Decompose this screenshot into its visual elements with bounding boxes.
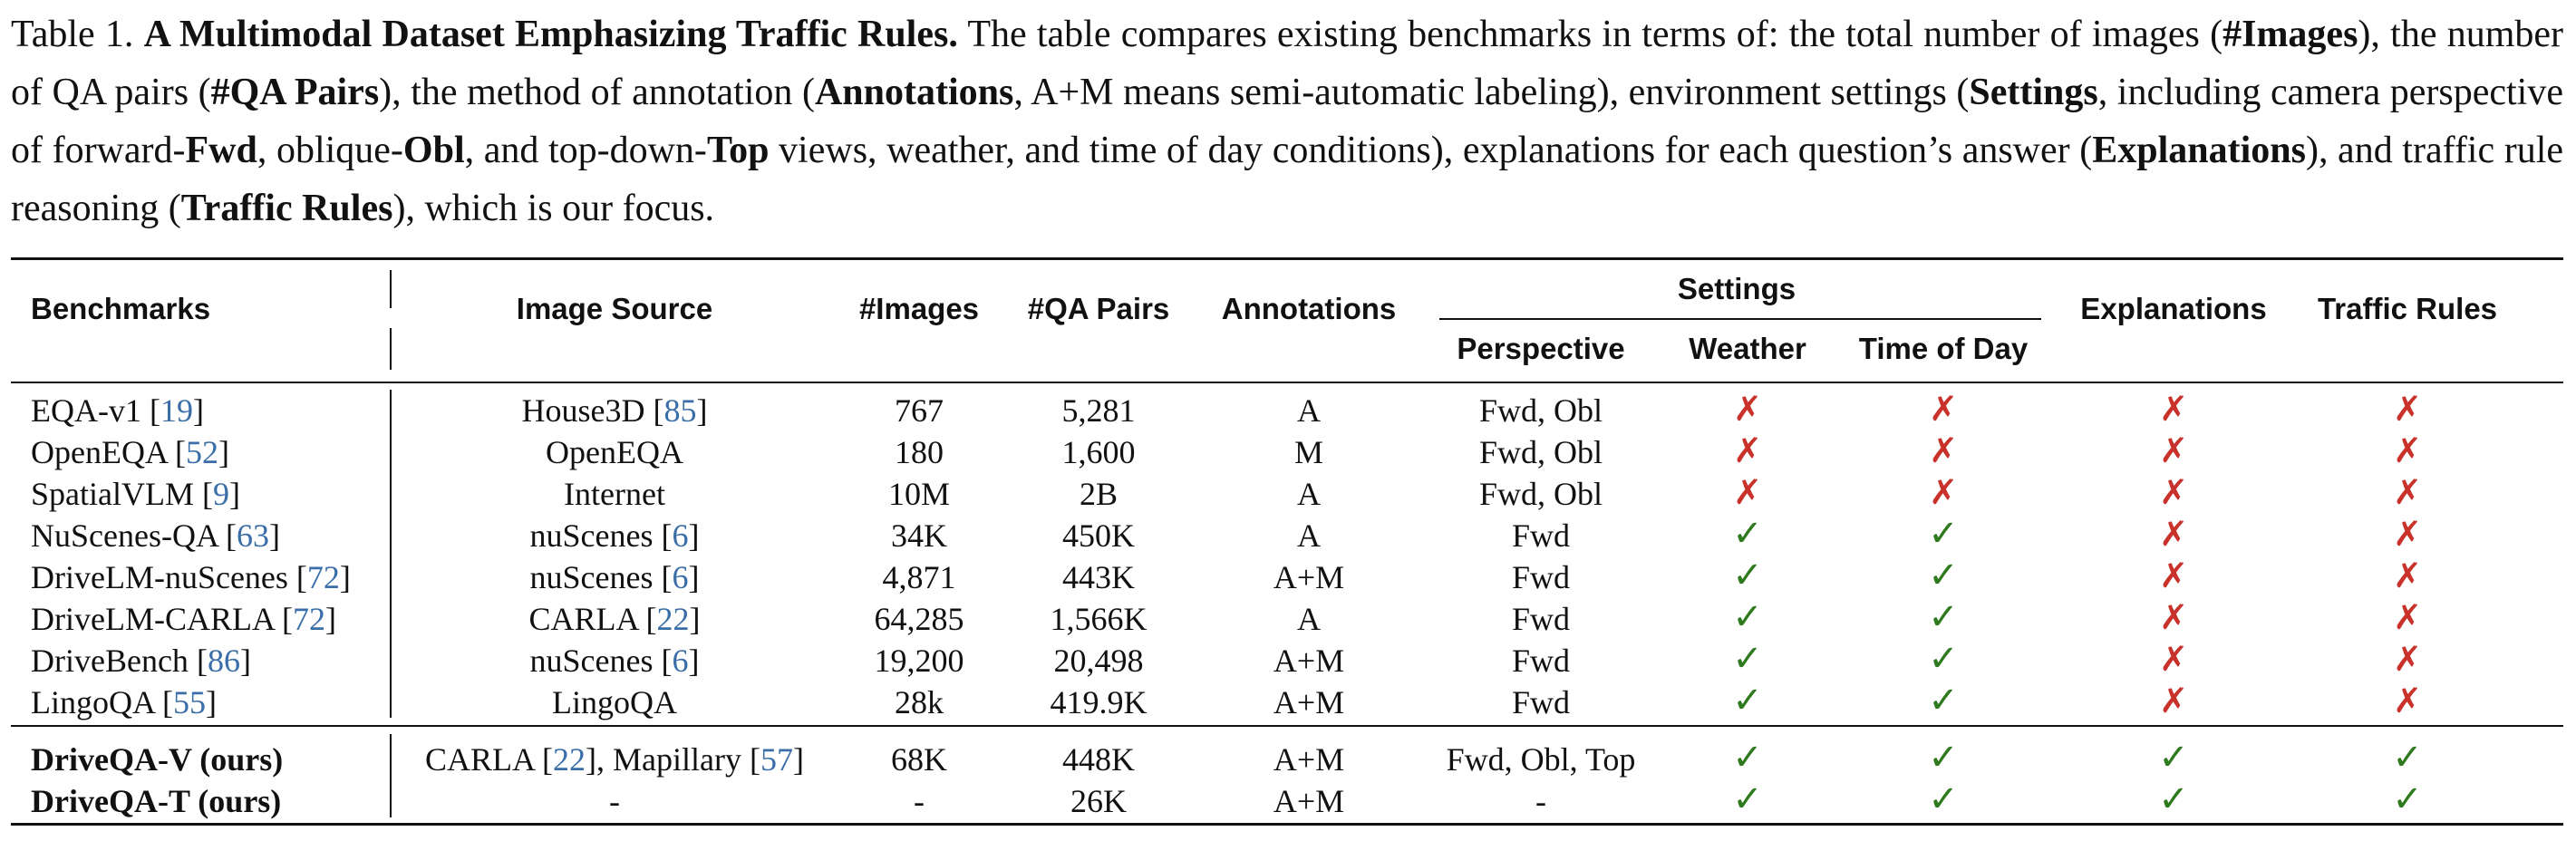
bracket: ] xyxy=(689,601,701,637)
check-icon: ✓ xyxy=(1732,778,1763,820)
table-row-annotations: A xyxy=(1297,517,1321,554)
citation-link: 72 xyxy=(306,559,340,595)
table-row-image-source xyxy=(564,473,665,515)
bracket: [ xyxy=(281,601,293,637)
table-row-annotations: A+M xyxy=(1273,559,1345,595)
table-row-benchmark xyxy=(31,390,204,431)
cross-icon: ✗ xyxy=(2159,681,2188,720)
header-vline-top xyxy=(390,270,392,308)
benchmark-name: DriveLM-CARLA xyxy=(31,601,282,637)
bracket: [ xyxy=(162,684,174,720)
table-row-annotations: A+M xyxy=(1273,741,1345,778)
cross-icon: ✗ xyxy=(1929,472,1958,512)
table-row-images: 180 xyxy=(895,434,944,470)
bracket: [ xyxy=(645,601,657,637)
cross-icon: ✗ xyxy=(1929,430,1958,470)
table-row-image-source xyxy=(552,682,677,723)
table-row-images: 19,200 xyxy=(874,643,964,679)
check-icon: ✓ xyxy=(1928,737,1959,778)
caption-bold: Explanations xyxy=(2092,130,2306,171)
table-row-images: 28k xyxy=(895,684,944,720)
bracket: ] xyxy=(688,517,700,554)
benchmark-name: SpatialVLM xyxy=(31,476,202,512)
table-row-image-source xyxy=(522,390,708,431)
citation-link: 63 xyxy=(236,517,269,554)
table-row-images: - xyxy=(914,783,925,819)
table-row-qa-pairs: 419.9K xyxy=(1050,684,1148,720)
table-row-qa-pairs: 26K xyxy=(1070,783,1127,819)
image-source-name: CARLA xyxy=(528,601,646,637)
table-row-benchmark xyxy=(31,682,217,723)
citation-link: 55 xyxy=(173,684,207,720)
table-row-annotations: A+M xyxy=(1273,643,1345,679)
caption-text: , oblique- xyxy=(257,130,403,171)
cross-icon: ✗ xyxy=(2159,472,2188,512)
check-icon: ✓ xyxy=(1928,513,1959,555)
check-icon: ✓ xyxy=(1928,555,1959,596)
table-row-annotations: A+M xyxy=(1273,783,1345,819)
table-row-qa-pairs: 1,566K xyxy=(1050,601,1148,637)
citation-link: 57 xyxy=(760,741,793,778)
caption-bold: Traffic Rules xyxy=(180,188,393,229)
top-rule xyxy=(11,257,2563,260)
table-row-benchmark xyxy=(31,598,336,640)
cross-icon: ✗ xyxy=(2159,639,2188,679)
image-source-name: nuScenes xyxy=(529,643,662,679)
cross-icon: ✗ xyxy=(2393,430,2422,470)
caption-text: , A+M means semi-automatic labeling), environment settings ( xyxy=(1013,72,1970,113)
check-icon: ✓ xyxy=(1928,680,1959,721)
benchmark-name: NuScenes-QA xyxy=(31,517,226,554)
citation-link: 6 xyxy=(672,517,689,554)
check-icon: ✓ xyxy=(2158,737,2189,778)
citation-link: 6 xyxy=(672,559,689,595)
cross-icon: ✗ xyxy=(2159,514,2188,554)
check-icon: ✓ xyxy=(1928,596,1959,638)
caption-label: Table 1. xyxy=(11,14,134,55)
check-icon: ✓ xyxy=(2392,778,2423,820)
bracket: ] xyxy=(192,392,204,429)
cross-icon: ✗ xyxy=(2159,389,2188,429)
bracket: ] xyxy=(218,434,229,470)
cross-icon: ✗ xyxy=(1733,389,1762,429)
image-source-name: OpenEQA xyxy=(546,434,683,470)
table-row-perspective: Fwd, Obl xyxy=(1478,392,1603,429)
table-row-perspective: Fwd xyxy=(1511,643,1571,679)
bracket: ] xyxy=(688,643,700,679)
table-row-perspective: Fwd xyxy=(1511,684,1571,720)
bracket: [ xyxy=(653,392,664,429)
check-icon: ✓ xyxy=(1928,778,1959,820)
check-icon: ✓ xyxy=(1732,513,1763,555)
table-row-perspective: Fwd, Obl xyxy=(1478,434,1603,470)
caption-bold: Annotations xyxy=(814,72,1014,113)
header-weather: Weather xyxy=(1689,332,1806,365)
check-icon: ✓ xyxy=(1732,737,1763,778)
caption-text: The table compares existing benchmarks in terms of: the total number of images ( xyxy=(957,14,2223,55)
header-annotations: Annotations xyxy=(1221,292,1397,325)
cross-icon: ✗ xyxy=(2159,430,2188,470)
bracket: [ xyxy=(149,392,160,429)
image-source-name: CARLA xyxy=(425,741,543,778)
table-row-perspective: Fwd, Obl, Top xyxy=(1446,741,1636,778)
bracket: ] xyxy=(339,559,351,595)
check-icon: ✓ xyxy=(1928,638,1959,680)
caption-text: ), the number of QA pairs ( xyxy=(11,14,2564,113)
table-row-qa-pairs: 448K xyxy=(1062,741,1135,778)
body-vline xyxy=(390,390,392,718)
image-source-name: , Mapillary xyxy=(596,741,750,778)
citation-link: 9 xyxy=(212,476,229,512)
cross-icon: ✗ xyxy=(2393,597,2422,637)
bracket: [ xyxy=(225,517,237,554)
cross-icon: ✗ xyxy=(2393,681,2422,720)
header-image-source: Image Source xyxy=(516,292,713,325)
ours-vline xyxy=(390,734,392,817)
citation-link: 22 xyxy=(656,601,690,637)
caption-bold: Top xyxy=(706,130,770,171)
benchmark-name: DriveBench xyxy=(31,643,197,679)
table-row-annotations: M xyxy=(1293,434,1324,470)
cross-icon: ✗ xyxy=(2393,556,2422,595)
table-row-qa-pairs: 1,600 xyxy=(1061,434,1136,470)
table-row-perspective: Fwd xyxy=(1511,559,1571,595)
bracket: ] xyxy=(206,684,218,720)
header-qa-pairs: #QA Pairs xyxy=(1027,292,1170,325)
bracket: ] xyxy=(239,643,251,679)
table-row-qa-pairs: 443K xyxy=(1062,559,1135,595)
table-row-perspective: Fwd, Obl xyxy=(1478,476,1603,512)
caption-text: ), and traffic rule reasoning ( xyxy=(11,130,2564,229)
table-row-benchmark xyxy=(31,515,280,556)
table-row-images: 64,285 xyxy=(874,601,964,637)
caption-text: , including camera perspective of forward- xyxy=(11,72,2563,171)
caption-title: A Multimodal Dataset Emphasizing Traffic Rules. xyxy=(143,14,958,55)
cross-icon: ✗ xyxy=(2159,556,2188,595)
table-row-perspective: - xyxy=(1535,783,1546,819)
bracket: [ xyxy=(196,643,208,679)
bracket: ] xyxy=(696,392,708,429)
table-row-benchmark xyxy=(31,739,283,780)
table-row-images: 767 xyxy=(895,392,944,429)
cross-icon: ✗ xyxy=(2393,639,2422,679)
cross-icon: ✗ xyxy=(1733,472,1762,512)
citation-link: 86 xyxy=(207,643,240,679)
caption-bold: Fwd xyxy=(185,130,257,171)
benchmark-name: LingoQA xyxy=(31,684,163,720)
ours-separator-rule xyxy=(11,725,2563,727)
table-row-image-source xyxy=(528,598,700,640)
table-row-image-source xyxy=(609,780,620,822)
table-row-images: 68K xyxy=(891,741,947,778)
caption-bold: Settings xyxy=(1969,72,2098,113)
table-row-image-source xyxy=(530,556,700,598)
benchmark-name: DriveLM-nuScenes xyxy=(31,559,296,595)
benchmark-name: DriveQA-T (ours) xyxy=(31,783,282,819)
header-benchmarks: Benchmarks xyxy=(31,292,211,325)
header-images: #Images xyxy=(858,292,980,325)
header-perspective: Perspective xyxy=(1457,332,1625,365)
citation-link: 22 xyxy=(553,741,586,778)
table-row-image-source xyxy=(546,431,683,473)
header-settings: Settings xyxy=(1677,272,1796,305)
cross-icon: ✗ xyxy=(1929,389,1958,429)
bracket: [ xyxy=(661,517,673,554)
table-row-benchmark xyxy=(31,780,281,822)
check-icon: ✓ xyxy=(2392,737,2423,778)
bracket: ] xyxy=(688,559,700,595)
citation-link: 19 xyxy=(160,392,193,429)
cross-icon: ✗ xyxy=(2393,472,2422,512)
image-source-name: - xyxy=(609,783,620,819)
table-row-qa-pairs: 450K xyxy=(1062,517,1135,554)
table-row-qa-pairs: 2B xyxy=(1079,476,1119,512)
citation-link: 52 xyxy=(185,434,218,470)
header-time-of-day: Time of Day xyxy=(1858,332,2029,365)
caption-bold: Obl xyxy=(402,130,465,171)
table-caption xyxy=(11,5,2563,237)
header-rule xyxy=(11,382,2563,383)
table-row-benchmark xyxy=(31,431,229,473)
table-row-benchmark xyxy=(31,640,251,682)
header-vline-bottom xyxy=(390,328,392,370)
citation-link: 72 xyxy=(292,601,325,637)
bracket: [ xyxy=(295,559,307,595)
check-icon: ✓ xyxy=(1732,596,1763,638)
bracket: ] xyxy=(268,517,280,554)
caption-text: , and top-down- xyxy=(464,130,707,171)
bracket: ] xyxy=(324,601,336,637)
caption-text: ), which is our focus. xyxy=(392,188,715,229)
bracket: ] xyxy=(228,476,240,512)
benchmark-name: DriveQA-V (ours) xyxy=(31,741,284,778)
cross-icon: ✗ xyxy=(2159,597,2188,637)
table-row-perspective: Fwd xyxy=(1511,517,1571,554)
settings-underline xyxy=(1439,318,2041,320)
bracket: [ xyxy=(174,434,186,470)
bottom-rule xyxy=(11,823,2563,826)
cross-icon: ✗ xyxy=(2393,389,2422,429)
table-row-annotations: A xyxy=(1297,476,1321,512)
table-row-images: 34K xyxy=(891,517,947,554)
image-source-name: LingoQA xyxy=(552,684,677,720)
table-row-annotations: A xyxy=(1297,392,1321,429)
benchmark-name: OpenEQA xyxy=(31,434,175,470)
table-row-images: 4,871 xyxy=(882,559,956,595)
image-source-name: House3D xyxy=(521,392,654,429)
bracket: [ xyxy=(661,559,673,595)
caption-text: ), the method of annotation ( xyxy=(379,72,815,113)
image-source-name: nuScenes xyxy=(529,517,662,554)
table-row-qa-pairs: 5,281 xyxy=(1061,392,1136,429)
benchmark-name: EQA-v1 xyxy=(31,392,150,429)
table-row-qa-pairs: 20,498 xyxy=(1053,643,1144,679)
bracket: [ xyxy=(661,643,673,679)
table-row-image-source xyxy=(530,515,700,556)
bracket: ] xyxy=(586,741,597,778)
bracket: ] xyxy=(793,741,804,778)
check-icon: ✓ xyxy=(2158,778,2189,820)
check-icon: ✓ xyxy=(1732,555,1763,596)
table-row-images: 10M xyxy=(887,476,951,512)
citation-link: 85 xyxy=(663,392,697,429)
bracket: [ xyxy=(201,476,213,512)
table-row-benchmark xyxy=(31,556,351,598)
table-row-benchmark xyxy=(31,473,240,515)
caption-text: views, weather, and time of day conditions), explanations for each question’s answer ( xyxy=(769,130,2093,171)
caption-bold: #Images xyxy=(2223,14,2358,55)
table-row-image-source xyxy=(530,640,700,682)
header-traffic-rules: Traffic Rules xyxy=(2317,292,2498,325)
caption-bold: #QA Pairs xyxy=(210,72,380,113)
table-row-image-source xyxy=(425,739,804,780)
table-row-annotations: A xyxy=(1297,601,1321,637)
bracket: [ xyxy=(750,741,760,778)
header-explanations: Explanations xyxy=(2080,292,2267,325)
table-row-perspective: Fwd xyxy=(1511,601,1571,637)
image-source-name: nuScenes xyxy=(529,559,662,595)
bracket: [ xyxy=(542,741,554,778)
citation-link: 6 xyxy=(672,643,689,679)
cross-icon: ✗ xyxy=(1733,430,1762,470)
image-source-name: Internet xyxy=(564,476,665,512)
check-icon: ✓ xyxy=(1732,638,1763,680)
check-icon: ✓ xyxy=(1732,680,1763,721)
cross-icon: ✗ xyxy=(2393,514,2422,554)
table-row-annotations: A+M xyxy=(1273,684,1345,720)
